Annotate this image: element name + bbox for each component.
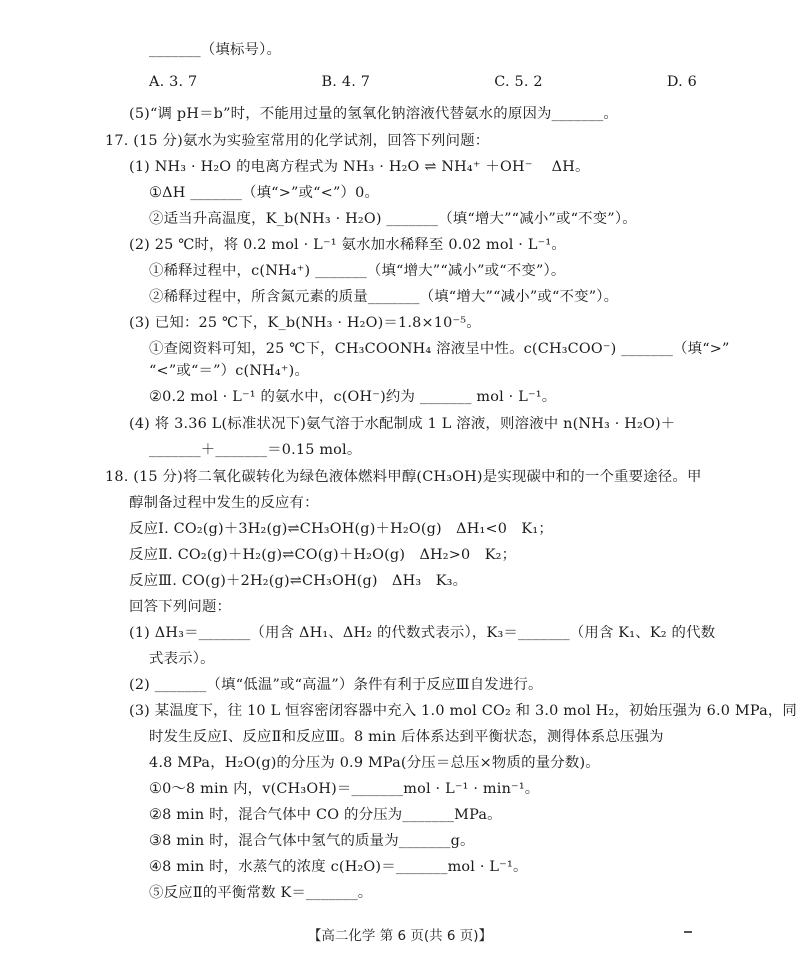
line-q18-3b: ②8 min 时，混合气体中 CO 的分压为_______MPa。 [149,807,502,823]
line-q18-3e: ⑤反应Ⅱ的平衡常数 K＝_______。 [149,885,373,901]
line-q17-title: 17. (15 分)氨水为实验室常用的化学试剂，回答下列问题： [105,133,490,149]
line-q18-2: (2) _______（填“低温”或“高温”）条件有利于反应Ⅲ自发进行。 [129,677,543,693]
line-q18-3-cont2: 4.8 MPa，H₂O(g)的分压为 0.9 MPa(分压＝总压×物质的量分数)。 [149,755,600,771]
line-options-prompt: _______（填标号）。 [149,42,282,58]
line-q17-2: (2) 25 ℃时，将 0.2 mol · L⁻¹ 氨水加水稀释至 0.02 mol · L⁻¹。 [129,237,566,253]
line-q17-4: (4) 将 3.36 L(标准状况下)氨气溶于水配制成 1 L 溶液，则溶液中 n(NH₃ · H₂O)＋ [129,416,676,432]
line-q17-2a: ①稀释过程中，c(NH₄⁺) _______（填“增大”“减小”或“不变”）。 [149,263,566,279]
line-q18-3-cont1: 时发生反应Ⅰ、反应Ⅱ和反应Ⅲ。8 min 后体系达到平衡状态，测得体系总压强为 [149,729,664,745]
line-q17-3b: ②0.2 mol · L⁻¹ 的氨水中，c(OH⁻)约为 _______ mol · L⁻¹。 [149,389,557,405]
line-q18-title: 18. (15 分)将二氧化碳转化为绿色液体燃料甲醇(CH₃OH)是实现碳中和的一个重要途径。甲 [105,469,702,485]
line-q17-1b: ②适当升高温度，K_b(NH₃ · H₂O) _______（填“增大”“减小”或“不变”）。 [149,211,637,227]
line-q17-3a: ①查阅资料可知，25 ℃下，CH₃COONH₄ 溶液呈中性。c(CH₃COO⁻) _______（填“>” [149,341,730,357]
corner-mark [684,931,692,933]
line-q16-5: (5)“调 pH＝b”时，不能用过量的氢氧化钠溶液代替氨水的原因为_______。 [129,106,618,122]
line-q18-3: (3) 某温度下，往 10 L 恒容密闭容器中充入 1.0 mol CO₂ 和 3.0 mol H₂，初始压强为 6.0 MPa，同 [129,703,798,719]
line-q17-3a-cont: “<”或“＝”）c(NH₄⁺)。 [149,363,310,379]
line-reaction-3: 反应Ⅲ. CO(g)＋2H₂(g)⇌CH₃OH(g) ΔH₃ K₃。 [129,573,468,589]
line-q18-1-cont: 式表示）。 [149,651,215,667]
line-q18-1: (1) ΔH₃＝_______（用含 ΔH₁、ΔH₂ 的代数式表示），K₃＝_______（用含 K₁、K₂ 的代数 [129,625,716,641]
line-q17-1: (1) NH₃ · H₂O 的电离方程式为 NH₃ · H₂O ⇌ NH₄⁺ ＋OH⁻ ΔH。 [129,159,590,175]
line-reaction-2: 反应Ⅱ. CO₂(g)＋H₂(g)⇌CO(g)＋H₂O(g) ΔH₂>0 K₂； [129,547,517,563]
line-q17-4-cont: _______＋_______＝0.15 mol。 [149,442,362,458]
line-q17-1a: ①ΔH _______（填“>”或“<”）0。 [149,185,380,201]
page-footer: 【高二化学 第 6 页(共 6 页)】 [307,928,493,944]
line-reaction-1: 反应Ⅰ. CO₂(g)＋3H₂(g)⇌CH₃OH(g)＋H₂O(g) ΔH₁<0 K₁； [129,521,553,537]
line-q17-2b: ②稀释过程中，所含氮元素的质量_______（填“增大”“减小”或“不变”）。 [149,289,619,305]
line-q18-3a: ①0～8 min 内，v(CH₃OH)＝_______mol · L⁻¹ · min⁻¹。 [149,781,540,797]
line-q18-3c: ③8 min 时，混合气体中氢气的质量为_______g。 [149,833,475,849]
line-q17-3: (3) 已知：25 ℃下，K_b(NH₃ · H₂O)＝1.8×10⁻⁵。 [129,315,481,331]
line-q18-title-cont: 醇制备过程中发生的反应有： [129,495,319,511]
line-options: A. 3. 7 B. 4. 7 C. 5. 2 D. 6 [149,74,698,90]
line-q18-3d: ④8 min 时，水蒸气的浓度 c(H₂O)＝_______mol · L⁻¹。 [149,859,528,875]
line-q18-answer-prompt: 回答下列问题： [129,599,232,615]
